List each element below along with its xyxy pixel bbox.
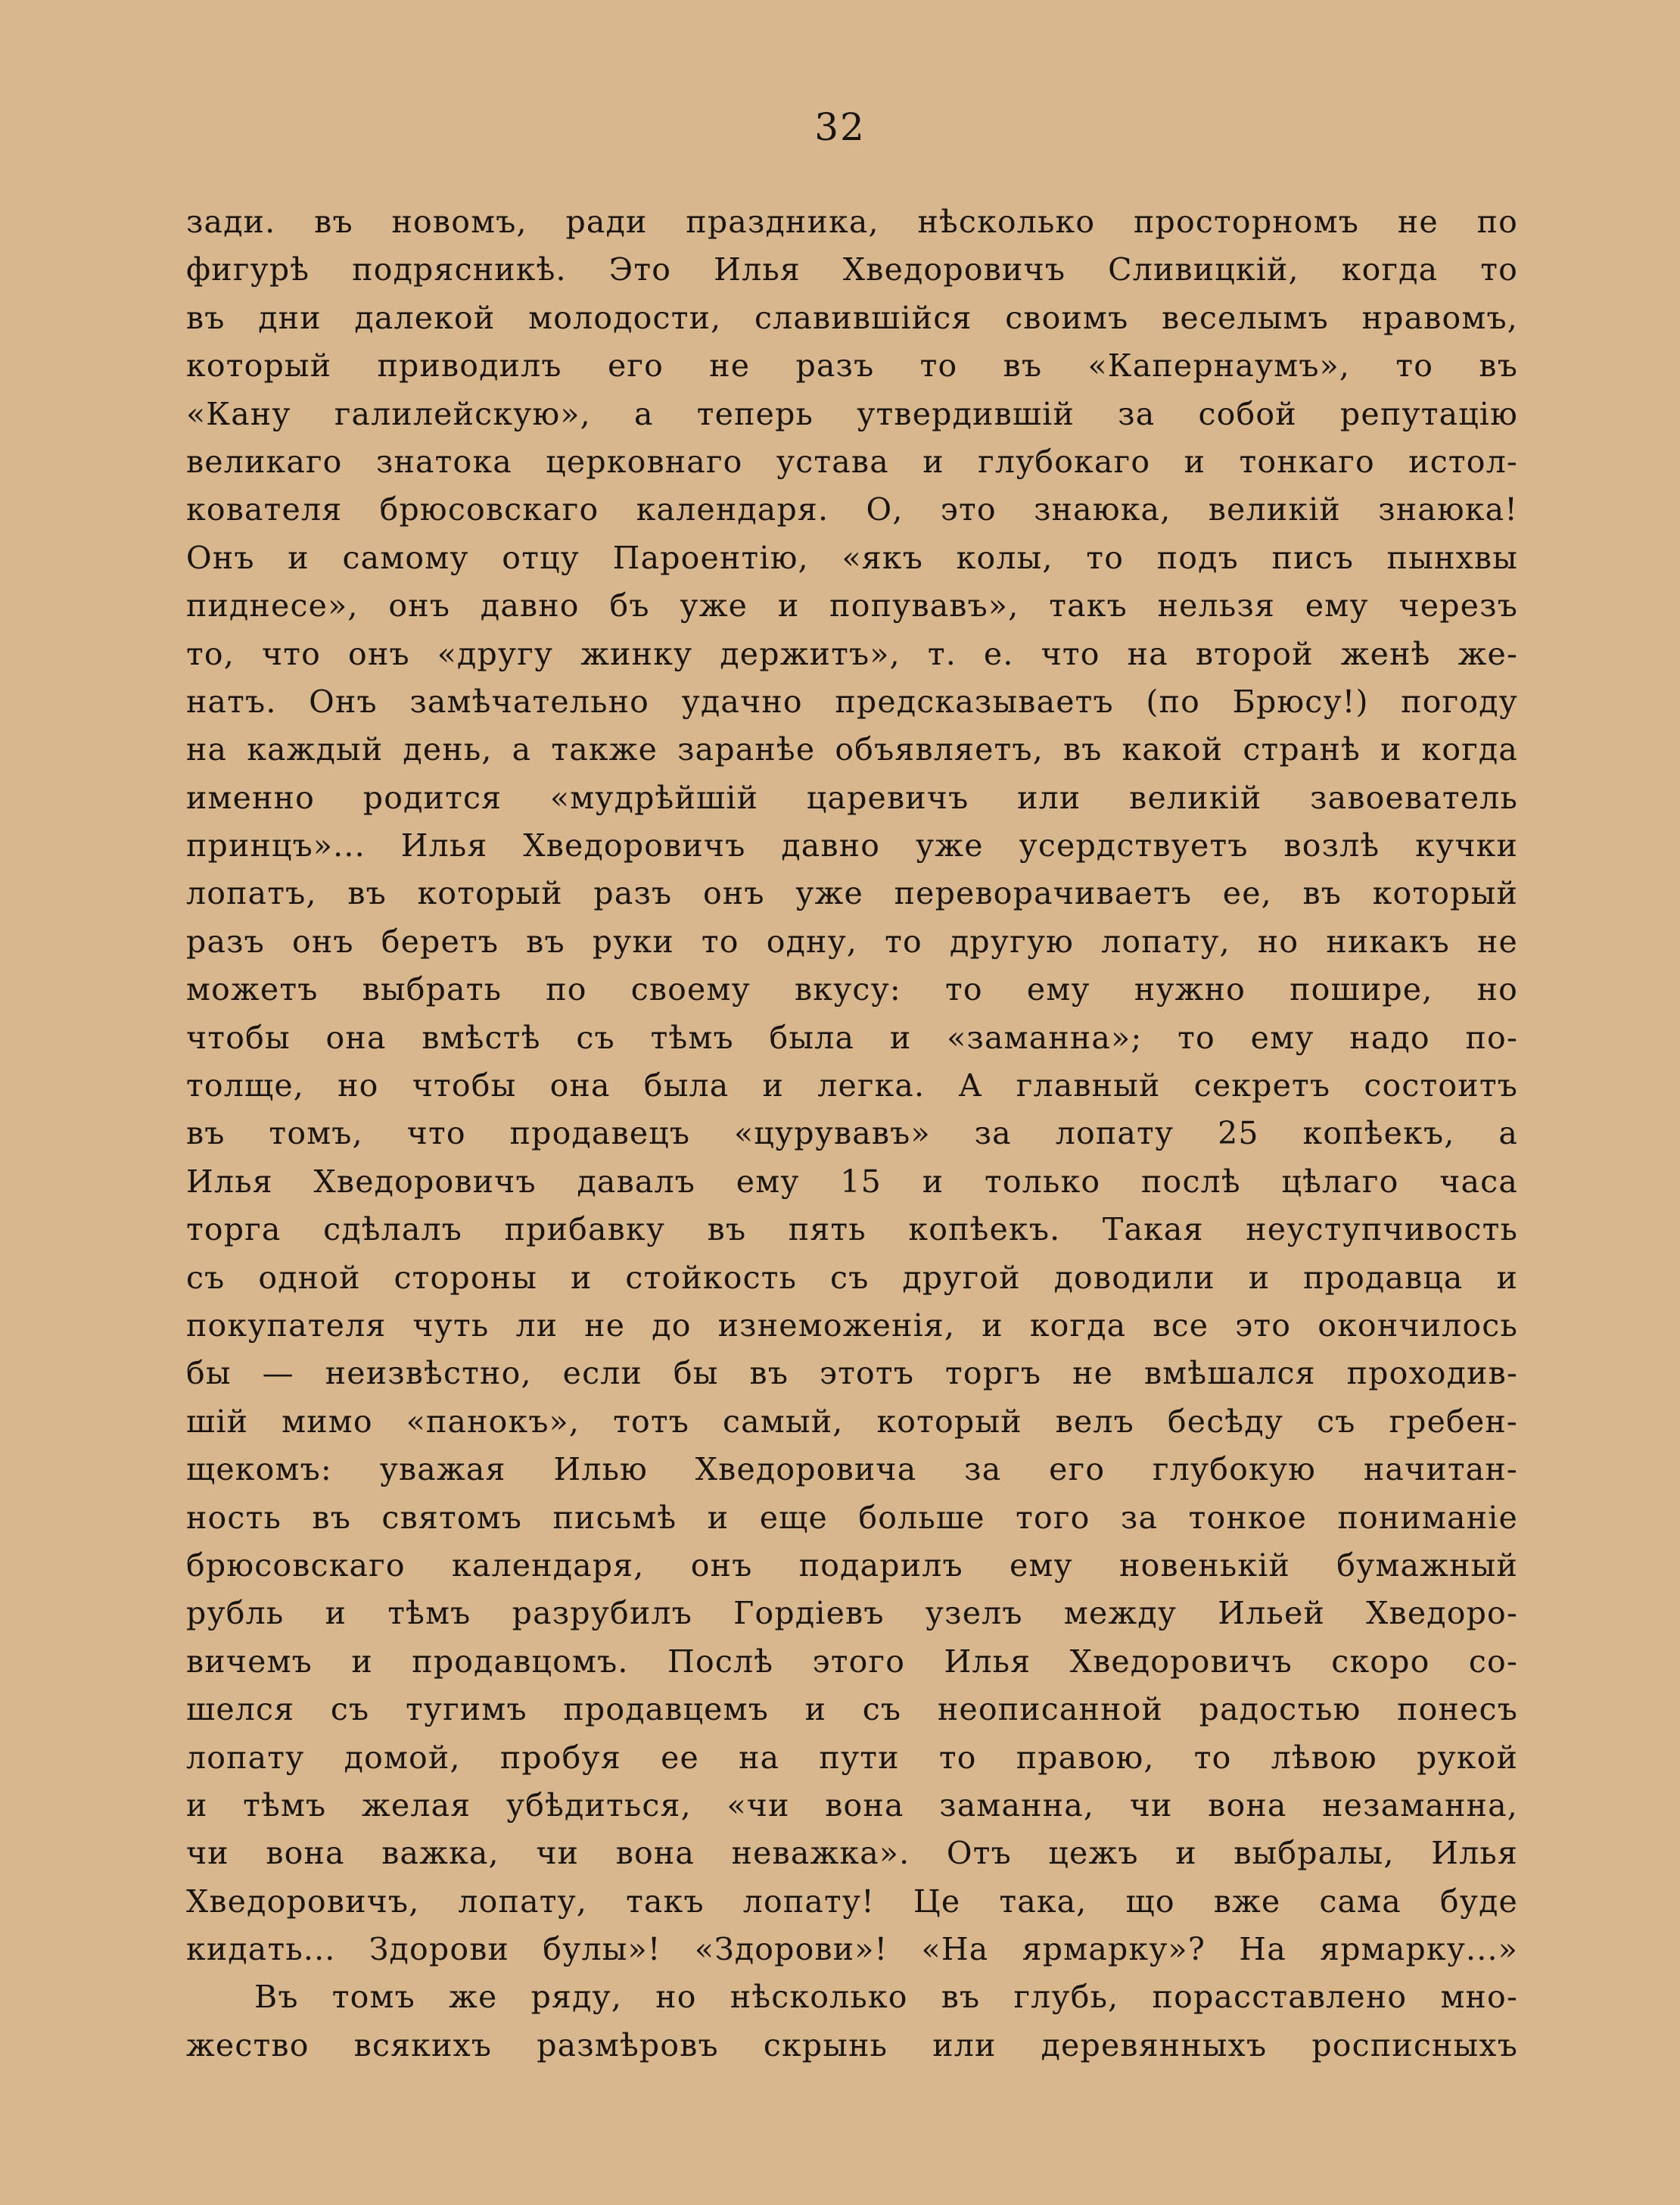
text-line: «Кану галилейскую», а теперь утвердившій за собой репутацію	[186, 395, 1518, 432]
text-line: именно родится «мудрѣйшій царевичъ или великій завоеватель	[186, 779, 1518, 816]
body-text	[186, 198, 1518, 2070]
text-line: разъ онъ беретъ въ руки то одну, то другую лопату, но никакъ не	[186, 923, 1518, 960]
paragraph	[186, 1973, 1518, 2070]
paragraph	[186, 198, 1518, 1973]
text-line: шелся съ тугимъ продавцемъ и съ неописанной радостью понесъ	[186, 1691, 1518, 1728]
text-line: лопату домой, пробуя ее на пути то правою, то лѣвою рукой	[186, 1739, 1518, 1776]
text-line: кидать... Здорови булы»! «Здорови»! «На ярмарку»? На ярмарку...»	[186, 1931, 1518, 1968]
text-line: принцъ»... Илья Хведоровичъ давно уже усердствуетъ возлѣ кучки	[186, 827, 1518, 864]
text-line: чтобы она вмѣстѣ съ тѣмъ была и «заманна»; то ему надо по-	[186, 1019, 1518, 1056]
text-line: великаго знатока церковнаго устава и глубокаго и тонкаго истол-	[186, 443, 1518, 480]
text-line: Илья Хведоровичъ давалъ ему 15 и только послѣ цѣлаго часа	[186, 1163, 1518, 1200]
text-line: съ одной стороны и стойкость съ другой доводили и продавца и	[186, 1259, 1518, 1296]
text-line: Въ томъ же ряду, но нѣсколько въ глубь, порасставлено мно-	[254, 1979, 1518, 2016]
text-line: Хведоровичъ, лопату, такъ лопату! Це така, що вже сама буде	[186, 1883, 1518, 1920]
text-line: можетъ выбрать по своему вкусу: то ему нужно пошире, но	[186, 971, 1518, 1008]
page-number: 32	[814, 105, 866, 149]
text-line: жество всякихъ размѣровъ скрынь или деревянныхъ росписныхъ	[186, 2026, 1518, 2063]
text-line: въ томъ, что продавецъ «цурувавъ» за лопату 25 копѣекъ, а	[186, 1115, 1518, 1152]
text-line: Онъ и самому отцу Пароентію, «якъ колы, то подъ писъ пынхвы	[186, 539, 1518, 576]
text-line: торга сдѣлалъ прибавку въ пять копѣекъ. Такая неуступчивость	[186, 1211, 1518, 1248]
text-line: кователя брюсовскаго календаря. О, это знаюка, великій знаюка!	[186, 491, 1518, 528]
text-line: на каждый день, а также заранѣе объявляетъ, въ какой странѣ и когда	[186, 731, 1518, 768]
text-line: который приводилъ его не разъ то въ «Капернаумъ», то въ	[186, 347, 1518, 385]
text-line: фигурѣ подрясникѣ. Это Илья Хведоровичъ Сливицкій, когда то	[186, 251, 1518, 288]
text-line: бы — неизвѣстно, если бы въ этотъ торгъ не вмѣшался проходив-	[186, 1355, 1518, 1392]
text-line: чи вона важка, чи вона неважка». Отъ цежъ и выбралы, Илья	[186, 1835, 1518, 1872]
text-line: покупателя чуть ли не до изнеможенія, и когда все это окончилось	[186, 1306, 1518, 1344]
text-line: пиднесе», онъ давно бъ уже и попувавъ», такъ нельзя ему черезъ	[186, 587, 1518, 624]
text-line: и тѣмъ желая убѣдиться, «чи вона заманна, чи вона незаманна,	[186, 1786, 1518, 1823]
text-line: ность въ святомъ письмѣ и еще больше того за тонкое пониманіе	[186, 1499, 1518, 1536]
text-line: натъ. Онъ замѣчательно удачно предсказываетъ (по Брюсу!) погоду	[186, 683, 1518, 720]
text-line: щекомъ: уважая Илью Хведоровича за его глубокую начитан-	[186, 1451, 1518, 1488]
text-line: шій мимо «панокъ», тотъ самый, который велъ бесѣду съ гребен-	[186, 1403, 1518, 1440]
text-line: толще, но чтобы она была и легка. А главный секретъ состоитъ	[186, 1067, 1518, 1104]
text-line: вичемъ и продавцомъ. Послѣ этого Илья Хведоровичъ скоро со-	[186, 1643, 1518, 1680]
text-line: въ дни далекой молодости, славившійся своимъ веселымъ нравомъ,	[186, 299, 1518, 336]
text-line: брюсовскаго календаря, онъ подарилъ ему новенькій бумажный	[186, 1546, 1518, 1584]
text-line: то, что онъ «другу жинку держитъ», т. е. что на второй женѣ же-	[186, 635, 1518, 672]
text-line: зади. въ новомъ, ради праздника, нѣсколько просторномъ не по	[186, 204, 1518, 240]
text-line: рубль и тѣмъ разрубилъ Гордіевъ узелъ между Ильей Хведоро-	[186, 1595, 1518, 1632]
text-line: лопатъ, въ который разъ онъ уже переворачиваетъ ее, въ который	[186, 875, 1518, 912]
